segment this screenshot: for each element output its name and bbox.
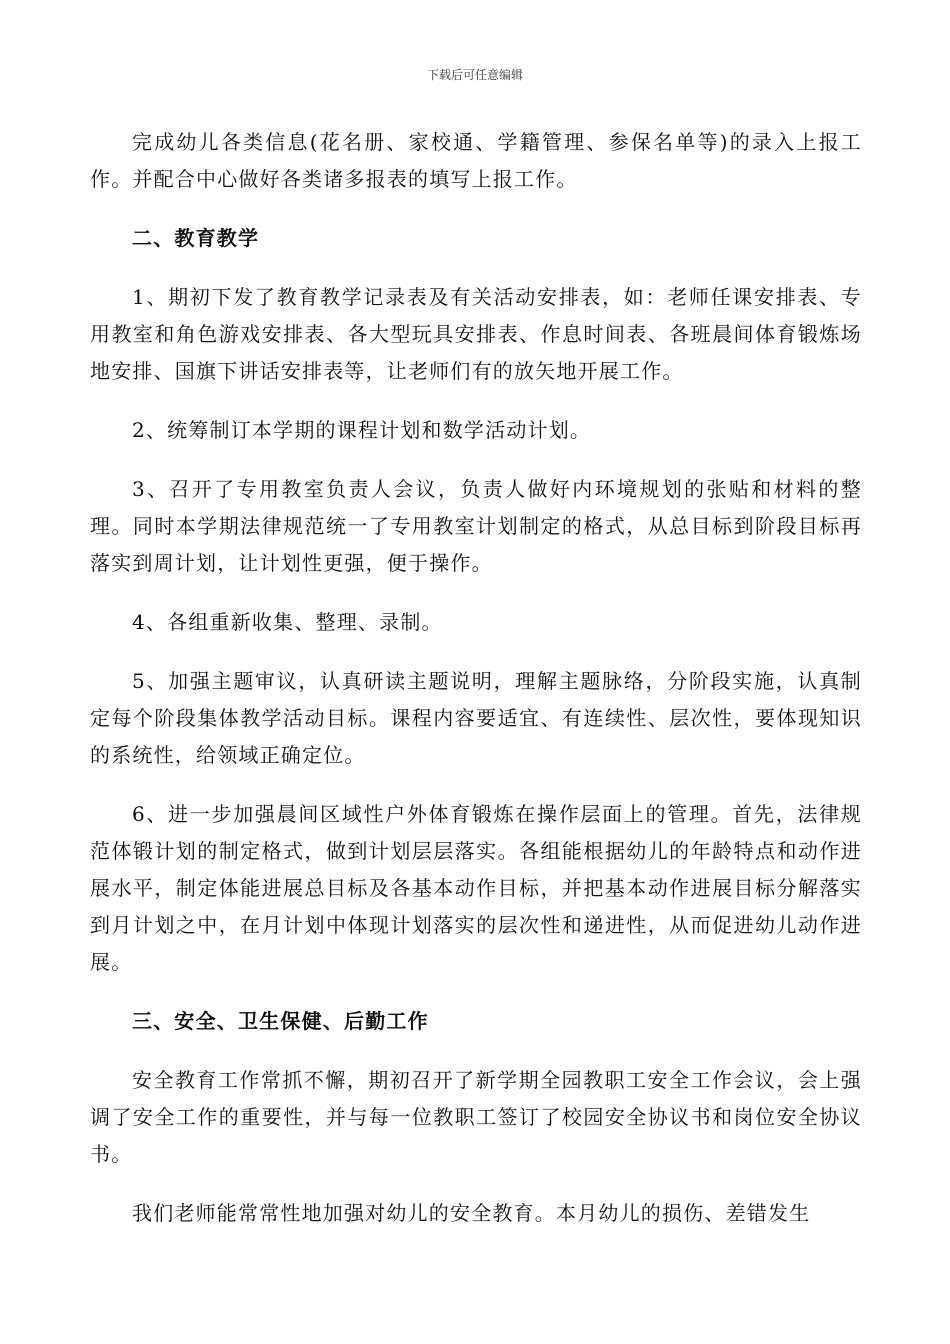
page-header: 下载后可任意编辑 [426, 68, 523, 82]
document-body [90, 124, 862, 1254]
section-heading-safety: 三、安全、卫生保健、后勤工作 [132, 1009, 429, 1033]
paragraph-item-3: 3、召开了专用教室负责人会议，负责人做好内环境规划的张贴和材料的整理。同时本学期法律规范统一了专用教室计划制定的格式，从总目标到阶段目标再落实到周计划，让计划性更强，便于操作。 [90, 477, 862, 575]
paragraph-item-5: 5、加强主题审议，认真研读主题说明，理解主题脉络，分阶段实施，认真制定每个阶段集体教学活动目标。课程内容要适宜、有连续性、层次性，要体现知识的系统性，给领域正确定位。 [90, 669, 862, 767]
paragraph-safety-education: 我们老师能常常性地加强对幼儿的安全教育。本月幼儿的损伤、差错发生 [132, 1201, 811, 1225]
paragraph-safety-meeting: 安全教育工作常抓不懈，期初召开了新学期全园教职工安全工作会议，会上强调了安全工作的重要性，并与每一位教职工签订了校园安全协议书和岗位安全协议书。 [90, 1068, 862, 1166]
paragraph-item-1: 1、期初下发了教育教学记录表及有关活动安排表，如：老师任课安排表、专用教室和角色游戏安排表、各大型玩具安排表、作息时间表、各班晨间体育锻炼场地安排、国旗下讲话安排表等，让老师们有的放矢地开展工作。 [90, 285, 862, 383]
section-heading-education: 二、教育教学 [132, 226, 260, 250]
paragraph-item-4: 4、各组重新收集、整理、录制。 [132, 610, 443, 634]
paragraph-item-2: 2、统筹制订本学期的课程计划和数学活动计划。 [132, 418, 592, 442]
paragraph-item-6: 6、进一步加强晨间区域性户外体育锻炼在操作层面上的管理。首先，法律规范体锻计划的制定格式，做到计划层层落实。各组能根据幼儿的年龄特点和动作进展水平，制定体能进展总目标及各基本动作目标，并把基本动作进展目标分解落实到月计划之中，在月计划中体现计划落实的层次性和递进性，从而促进幼儿动作进展。 [90, 802, 862, 974]
paragraph-report-work: 完成幼儿各类信息(花名册、家校通、学籍管理、参保名单等)的录入上报工作。并配合中心做好各类诸多报表的填写上报工作。 [90, 130, 862, 191]
